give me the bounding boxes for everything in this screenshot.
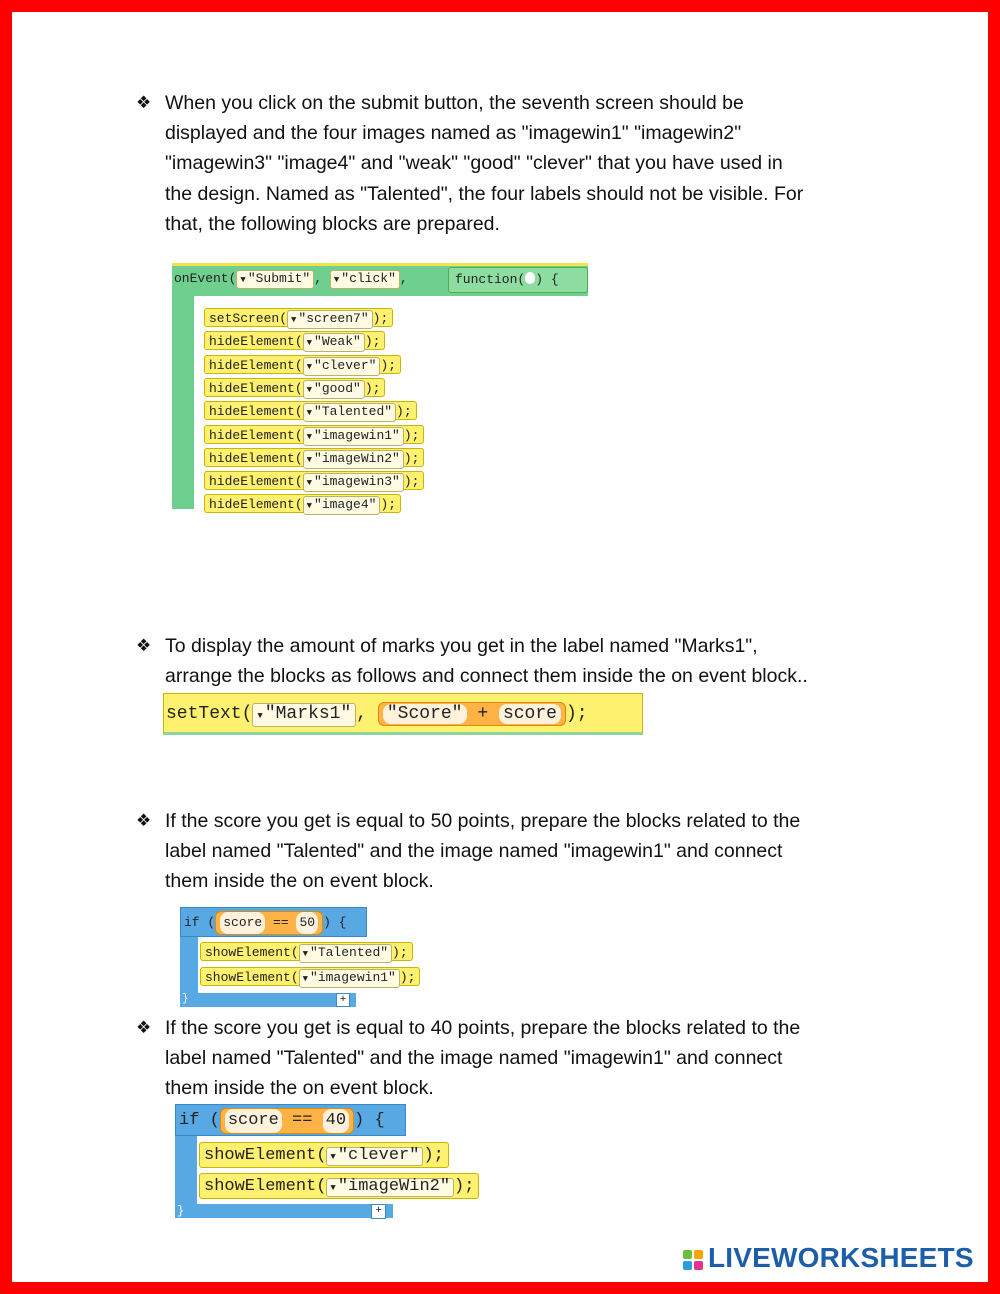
dropdown-arrow-icon: ▼ (306, 408, 313, 419)
show-element-talented[interactable]: showElement( ▼ "Talented" ); (200, 942, 413, 961)
closing-brace: } (177, 1204, 185, 1218)
dropdown-arrow-icon: ▼ (330, 1183, 336, 1193)
score-variable: score (499, 704, 561, 724)
dropdown-arrow-icon: ▼ (306, 454, 313, 465)
if-score-40-block[interactable]: if ( score == 40 ) { showElement( ▼ "clever" ); showElement( ▼ "imageWin2" ); } + (175, 1104, 525, 1218)
element-dropdown[interactable]: ▼ "imagewin1" (303, 427, 404, 446)
instruction-1-text: When you click on the submit button, the seventh screen should be displayed and the four images named as "imagewin1" "imagewin2" "imagewin3" "image4" and "weak" "good" "clever" that you have used in the design. Named as "Talented", the four labels should not be visible. For that, the following blocks are prepared. (165, 92, 804, 235)
code-line[interactable]: hideElement( ▼ "imageWin2" ); (204, 448, 424, 467)
if-score-50-block[interactable]: if ( score == 50 ) { showElement( ▼ "Talented" ); showElement( ▼ "imagewin1" ); } + (180, 907, 464, 1007)
bullet-icon: ❖ (136, 636, 152, 655)
element-dropdown[interactable]: ▼ "imageWin2" (303, 450, 404, 469)
element-dropdown[interactable]: ▼ "clever" (303, 357, 381, 376)
logo-square-icon (694, 1250, 703, 1259)
element-dropdown[interactable]: ▼ "image4" (303, 496, 381, 515)
instruction-4 (136, 1013, 856, 1104)
instruction-4-text: If the score you get is equal to 40 points, prepare the blocks related to the label named "Talented" and the image named "imagewin1" and connect them inside the on event block. (165, 1017, 801, 1100)
element-dropdown[interactable]: ▼ "good" (303, 380, 365, 399)
code-line[interactable]: setScreen( ▼ "screen7" ); (204, 308, 393, 327)
param-slot (525, 272, 535, 284)
dropdown-arrow-icon: ▼ (291, 315, 297, 325)
element-dropdown[interactable]: ▼ "imagewin3" (303, 473, 404, 492)
dropdown-arrow-icon: ▼ (306, 361, 313, 372)
element-dropdown[interactable]: ▼ "Weak" (303, 333, 365, 352)
instruction-3-text: If the score you get is equal to 50 points, prepare the blocks related to the label named "Talented" and the image named "imagewin1" and connect them inside the on event block. (165, 810, 801, 893)
closing-brace: } (182, 993, 189, 1005)
number-50: 50 (296, 912, 318, 934)
settext-code-block[interactable]: setText( ▼ "Marks1" , "Score" + score ); (163, 693, 643, 735)
equals-operator-block[interactable]: score == 50 (215, 911, 323, 935)
bullet-icon: ❖ (136, 1018, 152, 1037)
equals-operator-block[interactable]: score == 40 (220, 1108, 354, 1134)
dropdown-arrow-icon: ▼ (306, 431, 313, 442)
dropdown-arrow-icon: ▼ (330, 1152, 336, 1162)
instruction-3 (136, 806, 856, 897)
score-string: "Score" (383, 704, 467, 724)
bullet-icon: ❖ (136, 811, 152, 830)
dropdown-arrow-icon: ▼ (306, 338, 313, 349)
dropdown-arrow-icon: ▼ (257, 711, 263, 721)
dropdown-arrow-icon: ▼ (306, 478, 313, 489)
code-line[interactable]: hideElement( ▼ "Weak" ); (204, 331, 385, 350)
dropdown-marks1[interactable]: ▼ "Marks1" (252, 703, 356, 727)
dropdown-submit[interactable]: ▼ "Submit" (236, 270, 314, 289)
dropdown-click[interactable]: ▼ "click" (330, 270, 400, 289)
code-line[interactable]: hideElement( ▼ "imagewin3" ); (204, 471, 424, 490)
code-line[interactable]: hideElement( ▼ "good" ); (204, 378, 385, 397)
show-element-clever[interactable]: showElement( ▼ "clever" ); (199, 1142, 449, 1168)
instruction-2-text: To display the amount of marks you get in the label named "Marks1", arrange the blocks as follows and connect them inside the on event block.. (165, 635, 808, 688)
logo-square-icon (683, 1261, 692, 1270)
dropdown-arrow-icon: ▼ (302, 974, 309, 984)
function-block[interactable]: function( ) { (448, 267, 588, 293)
element-dropdown[interactable]: ▼ "screen7" (287, 310, 373, 329)
instruction-1 (136, 88, 856, 239)
dropdown-arrow-icon: ▼ (306, 501, 313, 512)
dropdown-arrow-icon: ▼ (302, 949, 309, 959)
onevent-body-bar (172, 296, 194, 509)
dropdown-arrow-icon: ▼ (306, 384, 313, 395)
plus-operator-block[interactable]: "Score" + score (378, 702, 566, 726)
score-variable: score (220, 912, 265, 934)
score-variable: score (225, 1109, 282, 1133)
show-element-imagewin1[interactable]: showElement( ▼ "imagewin1" ); (200, 967, 420, 986)
code-line[interactable]: hideElement( ▼ "imagewin1" ); (204, 425, 424, 444)
if-footer (175, 1204, 393, 1218)
instruction-2 (136, 631, 856, 691)
logo-square-icon (683, 1250, 692, 1259)
number-40: 40 (323, 1109, 349, 1133)
dropdown-arrow-icon: ▼ (240, 275, 246, 285)
add-else-plus-icon[interactable]: + (336, 993, 350, 1007)
code-line[interactable]: hideElement( ▼ "Talented" ); (204, 401, 417, 420)
code-line[interactable]: hideElement( ▼ "clever" ); (204, 355, 401, 374)
if-footer (180, 993, 356, 1007)
code-line[interactable]: hideElement( ▼ "image4" ); (204, 494, 401, 513)
onevent-code-block (172, 263, 588, 513)
logo-square-icon (694, 1261, 703, 1270)
onevent-signature: onEvent( ▼ "Submit" , ▼ "click" , (174, 270, 408, 289)
dropdown-arrow-icon: ▼ (333, 275, 340, 285)
bullet-icon: ❖ (136, 93, 152, 112)
show-element-imagewin2[interactable]: showElement( ▼ "imageWin2" ); (199, 1173, 479, 1199)
if-body-bar (180, 937, 198, 999)
logo-text: LIVEWORKSHEETS (708, 1242, 974, 1273)
element-dropdown[interactable]: ▼ "Talented" (303, 403, 396, 422)
add-else-plus-icon[interactable]: + (371, 1204, 386, 1219)
